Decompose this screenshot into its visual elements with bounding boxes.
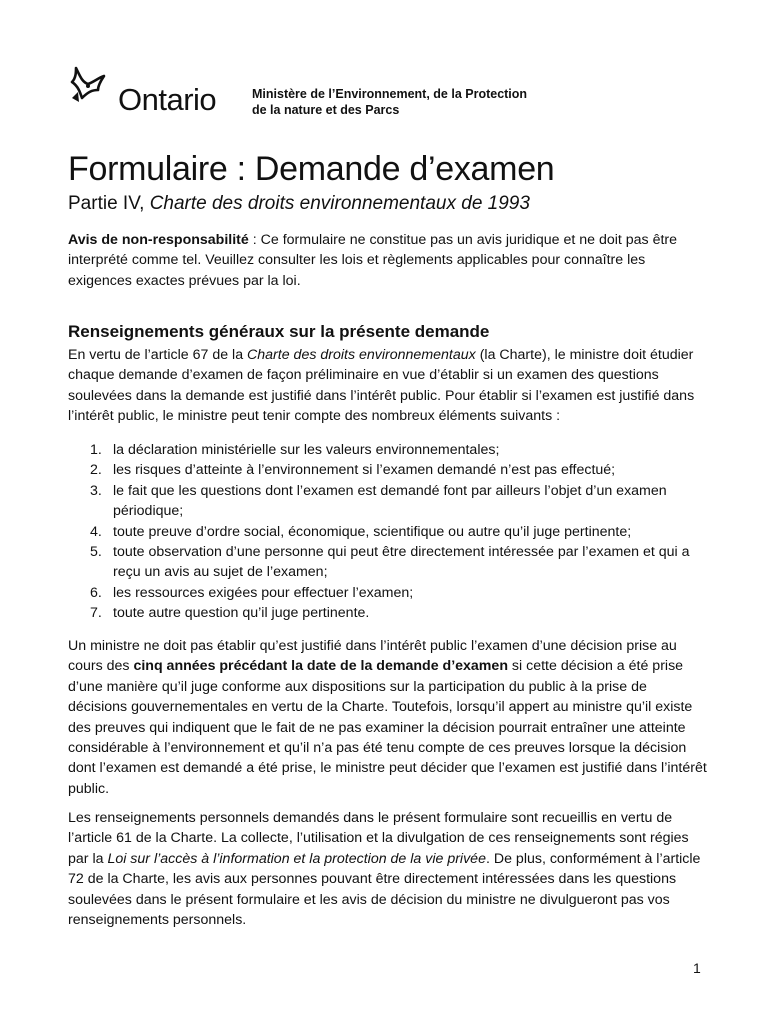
ministry-line-2: de la nature et des Parcs bbox=[252, 103, 400, 117]
intro-text-a: En vertu de l’article 67 de la bbox=[68, 347, 248, 363]
section-heading: Renseignements généraux sur la présente demande bbox=[68, 322, 490, 341]
list-item-number: 3. bbox=[90, 482, 102, 499]
trillium-icon bbox=[68, 62, 120, 114]
list-item-number: 5. bbox=[90, 544, 102, 561]
list-item bbox=[68, 460, 708, 480]
five-year-text-b: si cette décision a été prise d’une manière qu’il juge conforme aux dispositions sur la participation du public à la prise de décisions gouvernementales en vertu de la Charte. Toutefois, lorsqu’il appert au ministre qu’il existe des preuves qui indiquent que le fait de ne pas examiner la décision pourrait entraîner une atteinte considérable à l’environnement et qu’il n’a pas été tenu compte de ces preuves lorsque la décision dont l’examen est demandé a été prise, le ministre peut décider que l’examen est justifié dans l’intérêt public. bbox=[68, 658, 707, 797]
list-item-number: 4. bbox=[90, 523, 102, 540]
list-item bbox=[68, 481, 708, 522]
intro-text-italic: Charte des droits environnementaux bbox=[247, 347, 476, 363]
list-item-text: toute autre question qu’il juge pertinente. bbox=[113, 605, 370, 622]
list-item-text: toute observation d’une personne qui peut être directement intéressée par l’examen et qui a reçu un avis au sujet de l’examen; bbox=[113, 544, 690, 581]
list-item-number: 6. bbox=[90, 584, 102, 601]
subtitle-italic: Charte des droits environnementaux de 1993 bbox=[149, 193, 530, 214]
privacy-text-italic: Loi sur l’accès à l’information et la protection de la vie privée bbox=[107, 850, 486, 867]
subtitle-prefix: Partie IV, bbox=[68, 193, 150, 214]
five-year-text-a: Un ministre ne doit pas établir qu’est justifié dans l’intérêt public l’examen d’une décision prise au cours des bbox=[68, 638, 677, 675]
intro-paragraph bbox=[68, 345, 708, 427]
disclaimer-text: : Ce formulaire ne constitue pas un avis juridique et ne doit pas être interprété comme tel. Veuillez consulter les lois et règlements applicables pour connaître les exigences exactes prévues par la loi. bbox=[68, 232, 678, 289]
privacy-text-a: Les renseignements personnels demandés dans le présent formulaire sont recueillis en vertu de l’article 61 de la Charte. La collecte, l’utilisation et la divulgation de ces renseignements sont régies par la bbox=[68, 810, 689, 867]
list-item-text: les ressources exigées pour effectuer l’examen; bbox=[113, 584, 414, 601]
list-item bbox=[68, 522, 708, 542]
five-year-paragraph bbox=[68, 636, 708, 799]
disclaimer-label: Avis de non-responsabilité bbox=[68, 232, 249, 248]
page-title: Formulaire : Demande d’examen bbox=[68, 150, 555, 188]
five-year-text-bold: cinq années précédant la date de la demande d’examen bbox=[133, 658, 508, 675]
page-header bbox=[68, 62, 708, 122]
disclaimer-paragraph bbox=[68, 230, 708, 291]
ministry-name bbox=[252, 86, 582, 118]
ontario-wordmark: Ontario bbox=[118, 82, 217, 117]
ontario-logo bbox=[68, 62, 228, 122]
privacy-text-b: . De plus, conformément à l’article 72 de la Charte, les avis aux personnes pouvant être directement intéressées dans les questions soulevées dans le présent formulaire et les avis de décision du ministre ne divulgueront pas vos renseignements personnels. bbox=[68, 850, 701, 929]
page-number: 1 bbox=[693, 960, 701, 976]
list-item bbox=[68, 542, 708, 583]
list-item-number: 1. bbox=[90, 442, 102, 458]
list-item bbox=[68, 603, 708, 623]
ministry-line-1: Ministère de l’Environnement, de la Protection bbox=[252, 87, 528, 101]
list-item-text: la déclaration ministérielle sur les valeurs environnementales; bbox=[113, 442, 500, 458]
intro-text-b: (la Charte), le ministre doit étudier chaque demande d’examen de façon préliminaire en vue d’établir si un examen des questions soulevées dans la demande est justifié dans l’intérêt public. Pour établir si l’examen est justifié dans l’intérêt public, le ministre peut tenir compte des nombreux éléments suivants : bbox=[68, 347, 695, 425]
page-subtitle bbox=[68, 193, 530, 215]
list-item-text: toute preuve d’ordre social, économique, scientifique ou autre qu’il juge pertinente; bbox=[113, 523, 632, 540]
list-item bbox=[68, 583, 708, 603]
list-item-text: le fait que les questions dont l’examen est demandé font par ailleurs l’objet d’un examen périodique; bbox=[113, 482, 667, 520]
criteria-list bbox=[68, 440, 708, 624]
privacy-paragraph bbox=[68, 808, 708, 930]
list-item-number: 2. bbox=[90, 462, 102, 479]
list-item bbox=[68, 440, 708, 460]
list-item-text: les risques d’atteinte à l’environnement si l’examen demandé n’est pas effectué; bbox=[113, 462, 616, 479]
list-item-number: 7. bbox=[90, 605, 102, 622]
